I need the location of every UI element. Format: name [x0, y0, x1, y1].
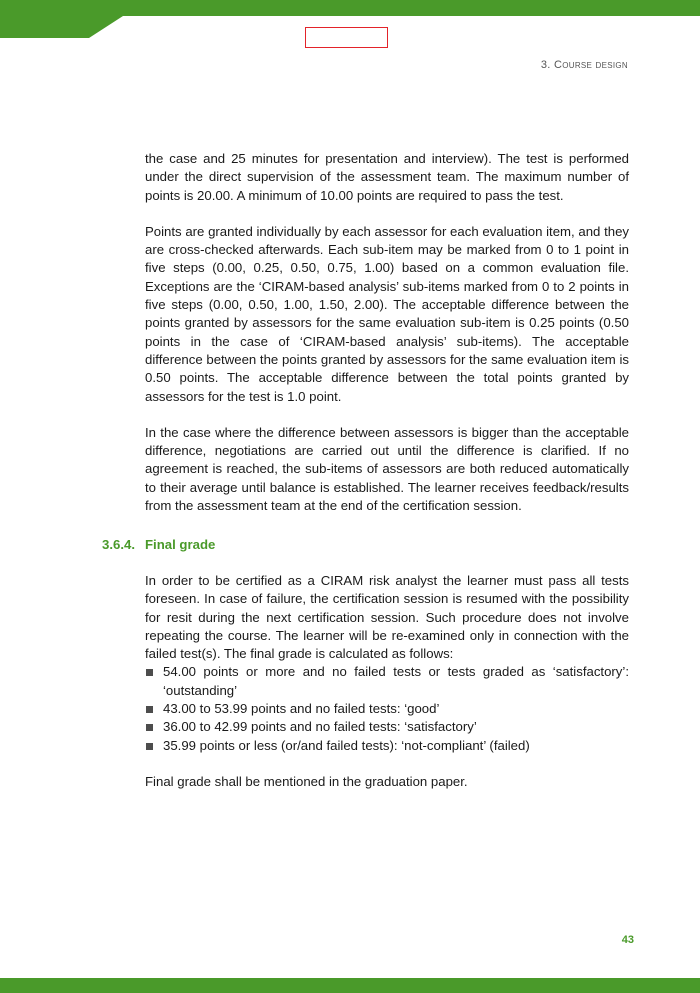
chapter-title: 3. Course design	[540, 59, 628, 71]
bottom-green-band	[0, 978, 700, 993]
closing-paragraph: Final grade shall be mentioned in the graduation paper.	[145, 773, 468, 789]
section-title: Final grade	[145, 537, 216, 552]
section-number: 3.6.4.	[102, 537, 135, 552]
section-heading	[102, 537, 215, 552]
list-item: 43.00 to 53.99 points and no failed tests: ‘good’	[145, 700, 629, 718]
list-item: 36.00 to 42.99 points and no failed tests: ‘satisfactory’	[145, 718, 629, 736]
paragraph: the case and 25 minutes for presentation and interview). The test is performed under the direct supervision of the assessment team. The maximum number of points is 20.00. A minimum of 10.00 points are required to pass the test.	[145, 151, 629, 203]
red-marker-box	[305, 27, 388, 48]
grade-list	[145, 663, 629, 754]
bullet-square-icon	[146, 669, 153, 676]
section-intro: In order to be certified as a CIRAM risk analyst the learner must pass all tests foreseen. In case of failure, the certification session is resumed with the possibility for resit during the next certification session. Such procedure does not involve repeating the course. The learner will be re-examined only in connection with the failed test(s). The final grade is calculated as follows:	[145, 573, 629, 662]
list-item: 54.00 points or more and no failed tests or tests graded as ‘satisfactory’: ‘outstanding’	[145, 663, 629, 700]
bullet-square-icon	[146, 724, 153, 731]
running-head	[541, 59, 628, 71]
body-text	[145, 150, 629, 533]
list-item: 35.99 points or less (or/and failed tests): ‘not-compliant’ (failed)	[145, 737, 629, 755]
page-number: 43	[621, 934, 634, 946]
paragraph: In the case where the difference between assessors is bigger than the acceptable difference, negotiations are carried out until the difference is clarified. If no agreement is reached, the sub-items of assessors are both reduced automatically to their average until balance is established. The learner receives feedback/results from the assessment team at the end of the certification session.	[145, 424, 629, 514]
section-body	[145, 572, 629, 791]
paragraph: Points are granted individually by each assessor for each evaluation item, and they are cross-checked afterwards. Each sub-item may be marked from 0 to 1 point in five steps (0.00, 0.25, 0.50, 0.75, 1.00) based on a common evaluation file. Exceptions are the ‘CIRAM-based analysis’ sub-items marked from 0 to 2 points in five steps (0.00, 0.50, 1.00, 1.50, 2.00). The acceptable difference between the points granted by assessors for the same evaluation sub-item is 0.25 points (0.50 points in the case of ‘CIRAM-based analysis’ sub-items). The acceptable difference between the points granted by assessors for the same evaluation item is 0.50 points. The acceptable difference between the total points granted by assessors for the test is 1.0 point.	[145, 223, 629, 404]
bullet-square-icon	[146, 743, 153, 750]
bullet-square-icon	[146, 706, 153, 713]
